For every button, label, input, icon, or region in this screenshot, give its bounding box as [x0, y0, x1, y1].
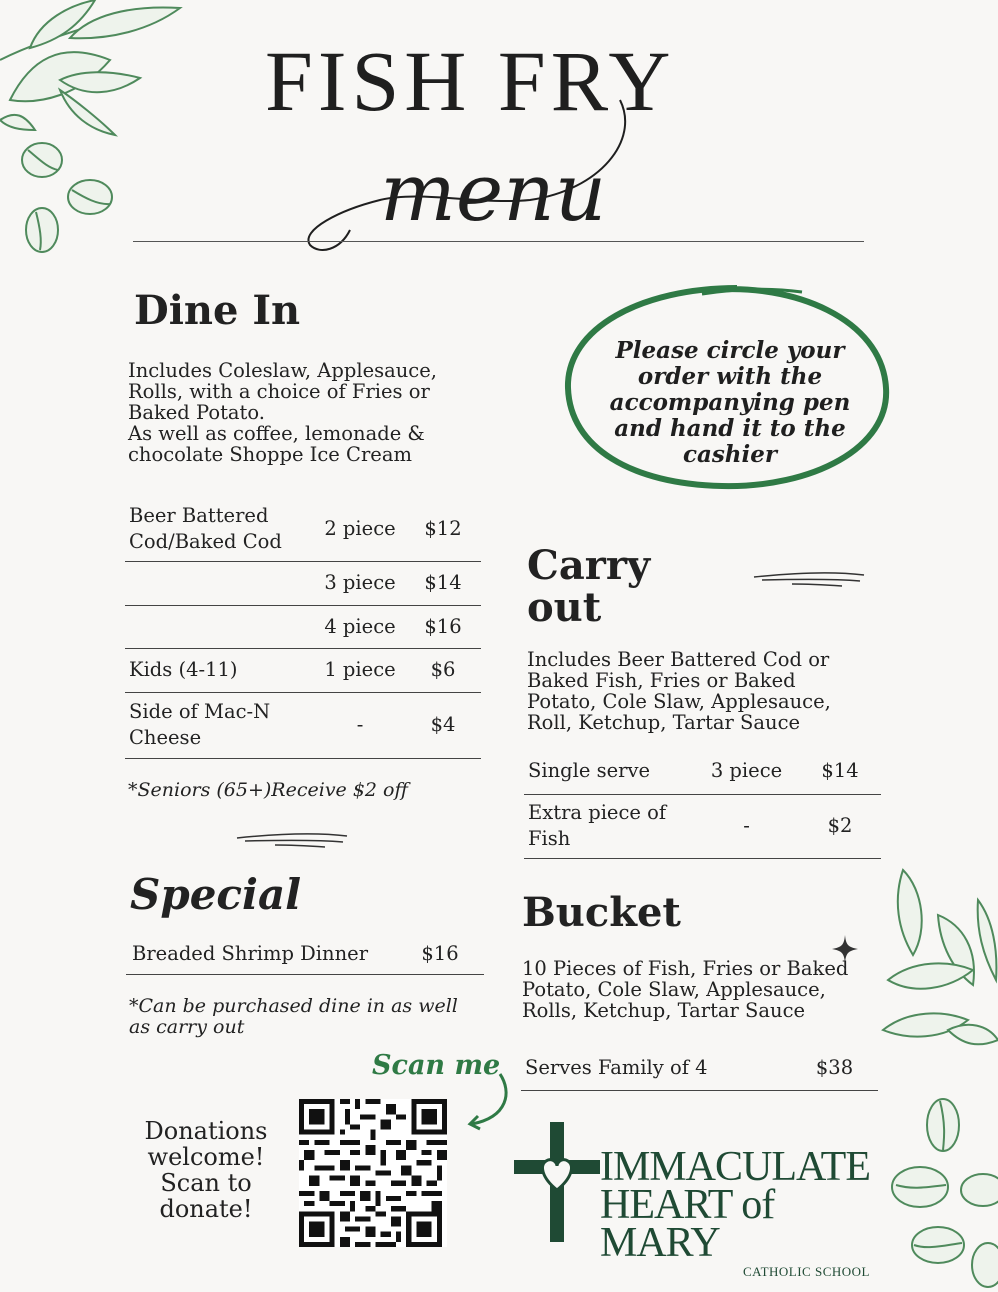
school-name-line3: CATHOLIC SCHOOL: [742, 1264, 870, 1279]
table-row[interactable]: [126, 934, 484, 974]
item-qty: -: [694, 794, 799, 858]
donation-line: Scan to: [160, 1169, 252, 1197]
menu-script-flourish-icon: [300, 80, 640, 260]
carry-out-desc-line: Baked Fish, Fries or Baked: [527, 669, 796, 692]
donations-message: [138, 1118, 274, 1222]
special-heading: Special: [130, 870, 302, 919]
item-price: $6: [405, 648, 481, 692]
carry-out-heading-line1: Carry: [527, 542, 651, 589]
school-name-line1: IMMACULATE: [600, 1144, 870, 1190]
item-price: $38: [791, 1046, 878, 1090]
bucket-desc-line: Potato, Cole Slaw, Applesauce,: [522, 978, 826, 1001]
item-price: $2: [799, 794, 881, 858]
item-name: [125, 561, 315, 605]
item-price: $12: [405, 497, 481, 561]
school-name-line2: HEART of MARY: [600, 1182, 775, 1266]
dine-in-desc-line: chocolate Shoppe Ice Cream: [128, 443, 412, 466]
carry-out-heading-line2: out: [527, 584, 602, 631]
dine-in-desc-line: Baked Potato.: [128, 401, 265, 424]
instruction-line: and hand it to the: [614, 415, 846, 442]
special-note: *Can be purchased dine in as well as carry out: [129, 995, 458, 1038]
item-name: Beer Battered Cod/Baked Cod: [125, 497, 315, 561]
item-name: Serves Family of 4: [521, 1046, 791, 1090]
table-row[interactable]: [125, 648, 481, 692]
seniors-discount-note: *Seniors (65+)Receive $2 off: [128, 779, 408, 801]
item-name: Extra piece of Fish: [524, 794, 694, 858]
donation-line: Donations: [144, 1117, 268, 1145]
table-row[interactable]: [125, 605, 481, 648]
item-qty: -: [315, 692, 405, 758]
carry-out-heading: [527, 542, 651, 631]
order-instructions: [585, 338, 875, 468]
item-price: $14: [405, 561, 481, 605]
item-name: [125, 605, 315, 648]
instruction-line: order with the: [637, 363, 823, 390]
table-row[interactable]: [524, 794, 881, 858]
curved-arrow-icon: [462, 1072, 514, 1132]
page-title: FISH FRY: [265, 33, 676, 129]
bucket-desc-line: Rolls, Ketchup, Tartar Sauce: [522, 999, 806, 1022]
menu-script-text: menu: [380, 146, 607, 239]
school-logo-text: [600, 1144, 870, 1280]
instruction-line: accompanying pen: [609, 389, 851, 416]
item-name: Side of Mac-N Cheese: [125, 692, 315, 758]
dine-in-desc-line: As well as coffee, lemonade &: [128, 422, 425, 445]
item-name: Breaded Shrimp Dinner: [126, 934, 396, 974]
item-name: Kids (4-11): [125, 648, 315, 692]
dine-in-price-table: [125, 497, 481, 759]
bucket-desc-line: 10 Pieces of Fish, Fries or Baked: [522, 957, 849, 980]
table-row[interactable]: [524, 748, 881, 794]
table-row[interactable]: [521, 1046, 878, 1090]
item-qty: 3 piece: [315, 561, 405, 605]
bucket-heading: Bucket: [522, 889, 681, 936]
dine-in-desc-line: Rolls, with a choice of Fries or: [128, 380, 430, 403]
leaf-decoration-top-left-icon: [0, 0, 200, 270]
carry-out-desc-line: Includes Beer Battered Cod or: [527, 648, 830, 671]
instruction-line: Please circle your: [615, 337, 845, 364]
table-row[interactable]: [125, 497, 481, 561]
bucket-description: [522, 958, 882, 1021]
item-qty: 4 piece: [315, 605, 405, 648]
item-price: $16: [405, 605, 481, 648]
item-qty: 1 piece: [315, 648, 405, 692]
dine-in-description: [128, 360, 488, 465]
scan-me-label: Scan me: [372, 1050, 501, 1081]
item-qty: 2 piece: [315, 497, 405, 561]
table-row[interactable]: [125, 692, 481, 758]
item-price: $4: [405, 692, 481, 758]
special-price-table: [126, 934, 484, 975]
item-price: $16: [396, 934, 484, 974]
cross-heart-logo-icon: [512, 1118, 602, 1248]
carry-out-desc-line: Potato, Cole Slaw, Applesauce,: [527, 690, 831, 713]
carry-out-desc-line: Roll, Ketchup, Tartar Sauce: [527, 711, 801, 734]
donation-qr-code-icon[interactable]: [299, 1098, 447, 1248]
header-divider: [133, 241, 864, 242]
coffee-bean-decoration-icon: [888, 1095, 998, 1292]
item-qty: 3 piece: [694, 748, 799, 794]
carry-out-price-table: [524, 748, 881, 859]
item-name: Single serve: [524, 748, 694, 794]
donation-line: welcome!: [147, 1143, 265, 1171]
item-price: $14: [799, 748, 881, 794]
bucket-price-table: [521, 1046, 878, 1091]
donation-line: donate!: [159, 1195, 253, 1223]
table-row[interactable]: [125, 561, 481, 605]
carry-out-description: [527, 649, 877, 733]
leaf-decoration-right-icon: [878, 860, 998, 1060]
brush-stroke-divider-icon: [752, 567, 867, 589]
instruction-line: cashier: [682, 441, 778, 468]
dine-in-heading: Dine In: [134, 287, 301, 334]
dine-in-desc-line: Includes Coleslaw, Applesauce,: [128, 359, 437, 382]
brush-stroke-divider-icon: [235, 828, 350, 850]
